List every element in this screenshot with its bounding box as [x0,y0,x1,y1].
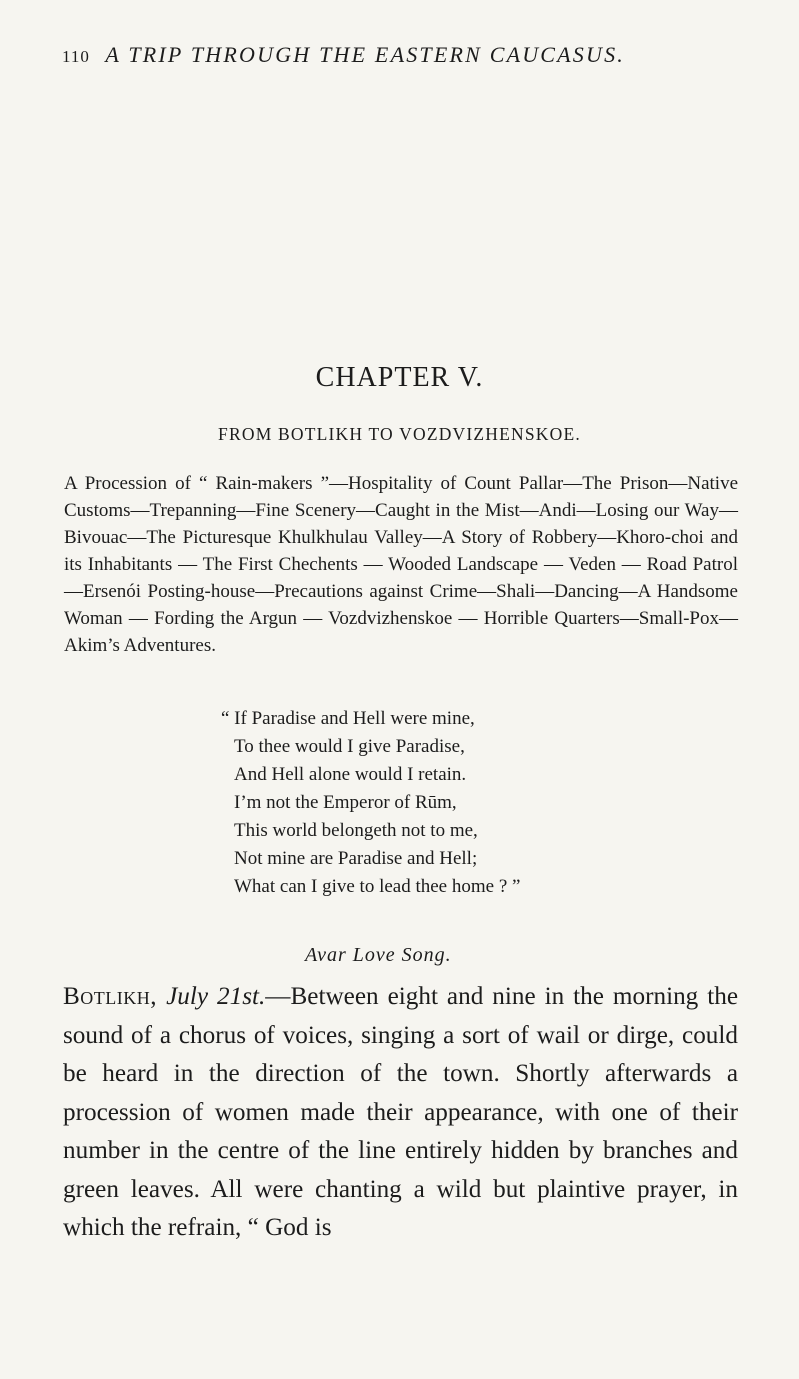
book-title: A TRIP THROUGH THE EASTERN CAUCASUS. [105,42,625,67]
place-name: Botlikh, [63,983,158,1010]
body-text: —Between eight and nine in the morning the sound of a chorus of voices, singing a sort of wail or dirge, could be heard in the direction of the town. Shortly afterwards a procession of women made their appearance, with one of their number in the centre of the line entirely hidden by branches and green leaves. All were chanting a wild but plaintive prayer, in which the refrain, “ God is [63,983,739,1241]
epigraph-line: And Hell alone would I retain. [234,764,467,785]
entry-date: July 21st. [166,983,266,1010]
chapter-heading: CHAPTER V. [315,362,484,393]
epigraph-line: Not mine are Paradise and Hell; [234,848,478,869]
body-paragraph [63,978,738,1248]
page-number: 110 [62,47,90,66]
epigraph-line: “ If Paradise and Hell were mine, [221,708,475,729]
running-head [62,42,625,68]
epigraph-line: This world belongeth not to me, [234,820,478,841]
chapter-synopsis: A Procession of “ Rain-makers ”—Hospitality of Count Pallar—The Prison—Native Customs—Trepanning—Fine Scenery—Caught in the Mist—Andi—Losing our Way—Bivouac—The Picturesque Khulkhulau Valley—A Story of Robbery—Khoro-choi and its Inhabitants — The First Chechents — Wooded Landscape — Veden — Road Patrol—Ersenói Posting-house—Precautions against Crime—Shali—Dancing—A Handsome Woman — Fording the Argun — Vozdvizhenskoe — Horrible Quarters—Small-Pox—Akim’s Adventures. [64,473,738,656]
epigraph-line: To thee would I give Paradise, [234,736,465,757]
epigraph-line: I’m not the Emperor of Rūm, [234,792,457,813]
epigraph-attribution: Avar Love Song. [305,944,452,966]
epigraph [221,705,521,901]
epigraph-line: What can I give to lead thee home ? ” [234,876,521,897]
chapter-subtitle: FROM BOTLIKH TO VOZDVIZHENSKOE. [218,424,581,444]
